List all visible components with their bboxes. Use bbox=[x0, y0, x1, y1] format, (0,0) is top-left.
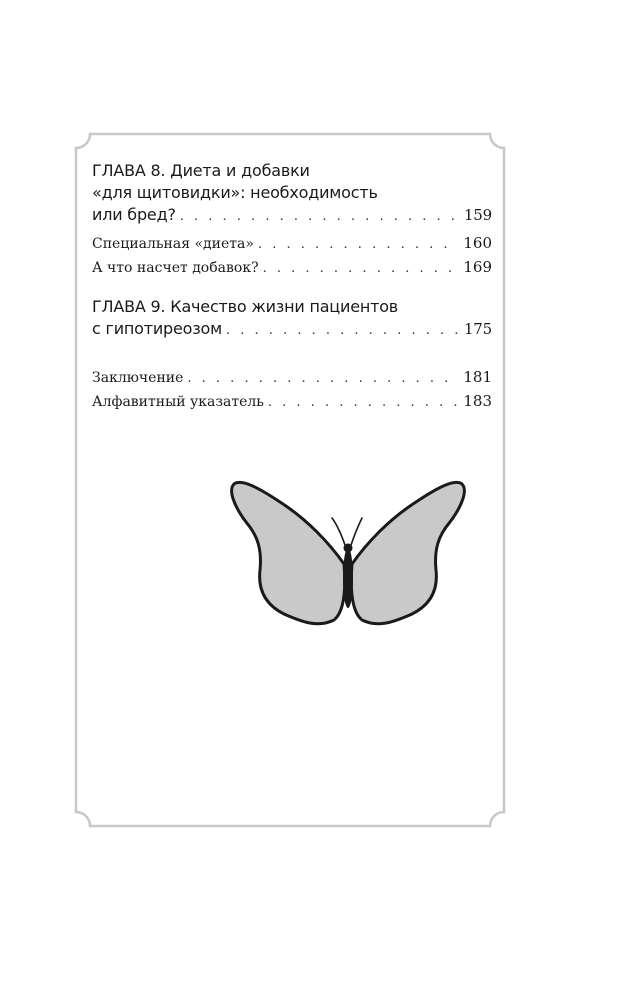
dot-leader bbox=[187, 368, 459, 390]
page-number: 160 bbox=[463, 234, 492, 252]
dot-leader bbox=[258, 234, 459, 256]
chapter-9-title-line-2 bbox=[92, 318, 492, 342]
dot-leader bbox=[263, 258, 460, 280]
toc-entry-index[interactable] bbox=[92, 390, 492, 414]
toc-entry-supplements[interactable] bbox=[92, 256, 492, 280]
page-number: 159 bbox=[463, 206, 492, 224]
entry-title: Заключение bbox=[92, 370, 184, 386]
page-number: 169 bbox=[463, 258, 492, 276]
toc-entry-conclusion[interactable] bbox=[92, 366, 492, 390]
toc-entry-special-diet[interactable] bbox=[92, 232, 492, 256]
entry-title: А что насчет добавок? bbox=[92, 260, 259, 276]
dot-leader bbox=[226, 320, 460, 342]
dot-leader bbox=[268, 392, 459, 414]
entry-title: Специальная «диета» bbox=[92, 236, 254, 252]
chapter-9-title-end: с гипотиреозом bbox=[92, 319, 223, 338]
entry-title: Алфавитный указатель bbox=[92, 394, 264, 410]
butterfly-icon bbox=[228, 472, 466, 642]
chapter-8-title-line-3 bbox=[92, 204, 492, 228]
page-number: 183 bbox=[463, 392, 492, 410]
chapter-9-title-line-1: ГЛАВА 9. Качество жизни пациентов bbox=[92, 297, 399, 316]
chapter-8-title-end: или бред? bbox=[92, 205, 176, 224]
page-number: 181 bbox=[463, 368, 492, 386]
page-number: 175 bbox=[463, 320, 492, 338]
chapter-8-title-line-2: «для щитовидки»: необходимость bbox=[92, 183, 378, 202]
toc-chapter-9[interactable] bbox=[92, 296, 492, 342]
table-of-contents bbox=[92, 160, 492, 414]
toc-chapter-8[interactable] bbox=[92, 160, 492, 228]
dot-leader bbox=[180, 206, 460, 228]
chapter-8-title-line-1: ГЛАВА 8. Диета и добавки bbox=[92, 161, 310, 180]
